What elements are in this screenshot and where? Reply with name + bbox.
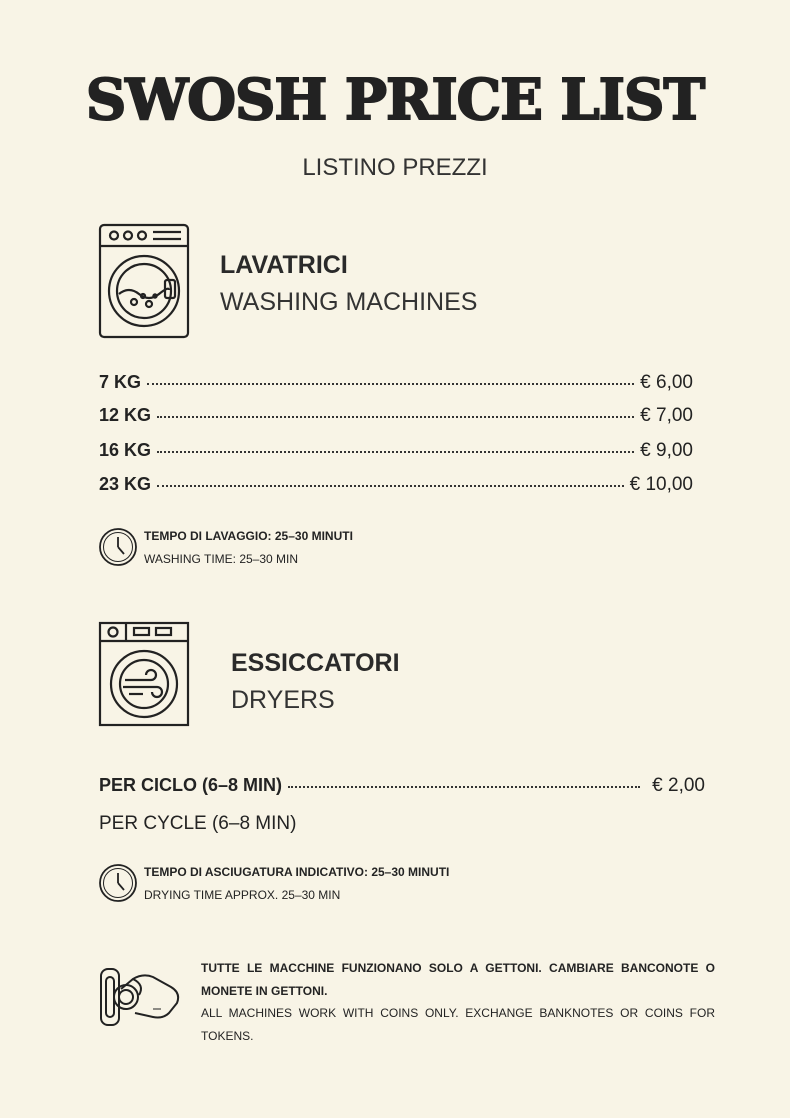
price-value: € 2,00: [652, 775, 705, 796]
washing-time-en: WASHING TIME: 25–30 MIN: [144, 552, 299, 566]
price-label: 7 KG: [99, 372, 142, 392]
coins-notice: [201, 957, 715, 1047]
price-row: [99, 775, 705, 801]
dryers-title-en: DRYERS: [231, 686, 335, 714]
drying-time-it: TEMPO DI ASCIUGATURA INDICATIVO: 25–30 MINUTI: [144, 865, 450, 879]
price-label: 23 KG: [99, 474, 152, 494]
price-row: [99, 405, 693, 431]
coins-notice-en: ALL MACHINES WORK WITH COINS ONLY. EXCHANGE BANKNOTES OR COINS FOR TOKENS.: [201, 1006, 715, 1043]
price-value: € 9,00: [640, 440, 693, 461]
washers-title-it: LAVATRICI: [220, 251, 348, 279]
coins-notice-it: TUTTE LE MACCHINE FUNZIONANO SOLO A GETTONI. CAMBIARE BANCONOTE O MONETE IN GETTONI.: [201, 961, 715, 998]
washing-time-it: TEMPO DI LAVAGGIO: 25–30 MINUTI: [144, 529, 353, 543]
washers-title-en: WASHING MACHINES: [220, 288, 478, 316]
leader-dots: [147, 383, 634, 385]
coin-slot-hand-icon: [99, 965, 181, 1032]
leader-dots: [157, 451, 634, 453]
page-title: SWOSH PRICE LIST: [85, 67, 705, 133]
clock-icon: [99, 528, 137, 571]
page-subtitle: LISTINO PREZZI: [302, 154, 488, 181]
price-value: € 6,00: [640, 372, 693, 393]
clock-icon: [99, 864, 137, 907]
drying-time-en: DRYING TIME APPROX. 25–30 MIN: [144, 888, 341, 902]
price-label: 12 KG: [99, 405, 152, 425]
price-row: [99, 440, 693, 466]
leader-dots: [157, 416, 634, 418]
washing-machine-icon: [99, 224, 189, 343]
price-row: [99, 372, 693, 398]
leader-dots: [157, 485, 624, 487]
price-value: € 7,00: [640, 405, 693, 426]
dryers-title-it: ESSICCATORI: [231, 649, 400, 677]
price-label-en: PER CYCLE (6–8 MIN): [99, 813, 297, 834]
leader-dots: [288, 786, 640, 788]
price-label: 16 KG: [99, 440, 152, 460]
price-value: € 10,00: [629, 474, 693, 495]
dryer-icon: [99, 622, 189, 731]
price-label: PER CICLO (6–8 MIN): [99, 775, 283, 795]
price-row: [99, 474, 693, 500]
